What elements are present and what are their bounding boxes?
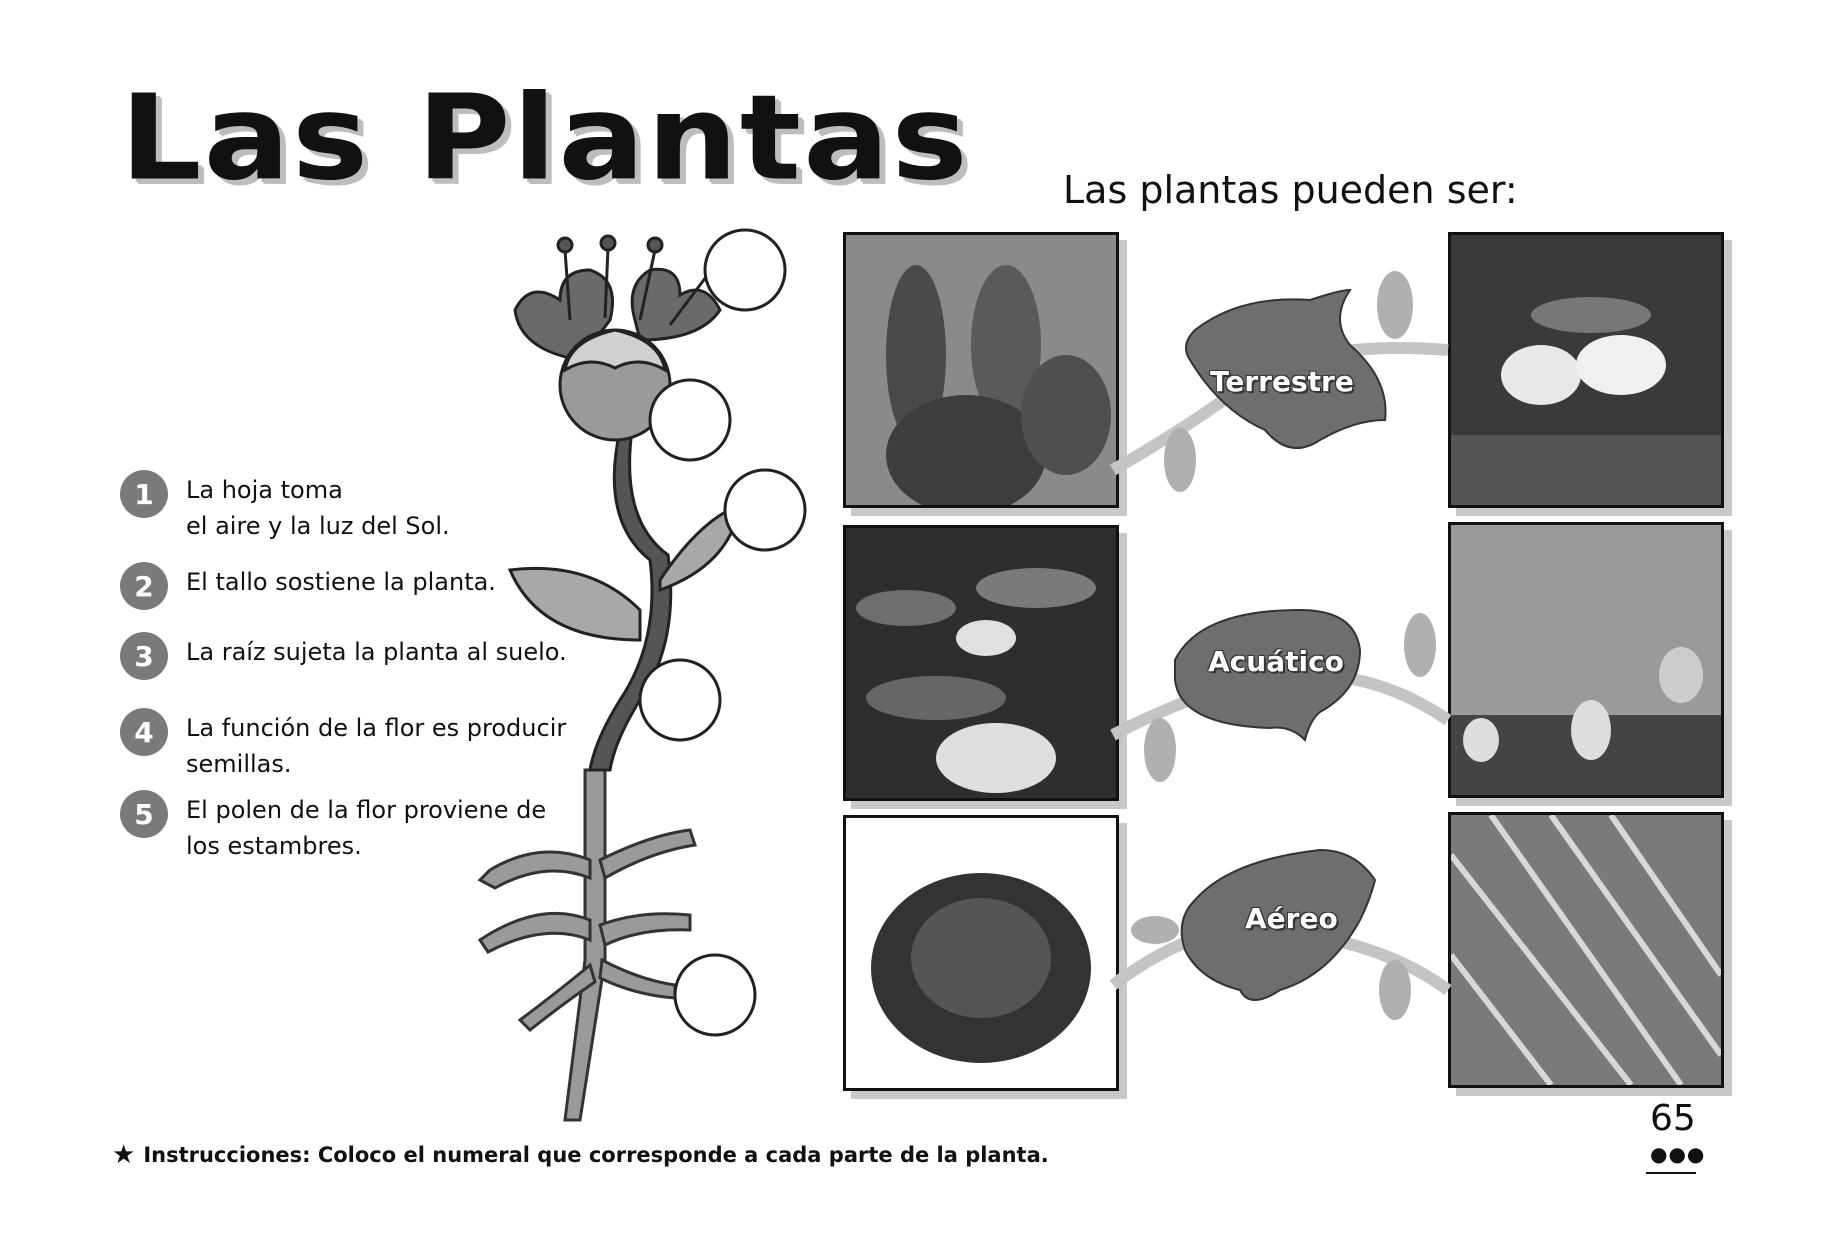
- page-title: Las Plantas: [120, 70, 970, 208]
- statement-text: La hoja toma el aire y la luz del Sol.: [186, 476, 450, 540]
- number-badge: 4: [120, 708, 168, 756]
- statement-text: El tallo sostiene la planta.: [186, 568, 496, 596]
- statement-text: La función de la flor es producir semillas.: [186, 714, 567, 778]
- category-label-aereo: Aéreo: [1245, 902, 1338, 935]
- instructions-text: Instrucciones: Coloco el numeral que corresponde a cada parte de la planta.: [143, 1143, 1049, 1167]
- category-label-terrestre: Terrestre: [1210, 365, 1354, 398]
- number-badge: 1: [120, 470, 168, 518]
- number-badge: 2: [120, 562, 168, 610]
- page-number-underline: [1646, 1172, 1696, 1174]
- instructions: [112, 1140, 1049, 1170]
- page-number: 65: [1650, 1098, 1696, 1139]
- category-label-acuatico: Acuático: [1208, 645, 1344, 678]
- page-dots: ●●●: [1650, 1142, 1706, 1166]
- number-badge: 3: [120, 632, 168, 680]
- section-subtitle: Las plantas pueden ser:: [1063, 168, 1518, 212]
- star-icon: ★: [112, 1140, 136, 1170]
- statement-text: La raíz sujeta la planta al suelo.: [186, 638, 567, 666]
- statement-text: El polen de la flor proviene de los estambres.: [186, 796, 547, 860]
- number-badge: 5: [120, 790, 168, 838]
